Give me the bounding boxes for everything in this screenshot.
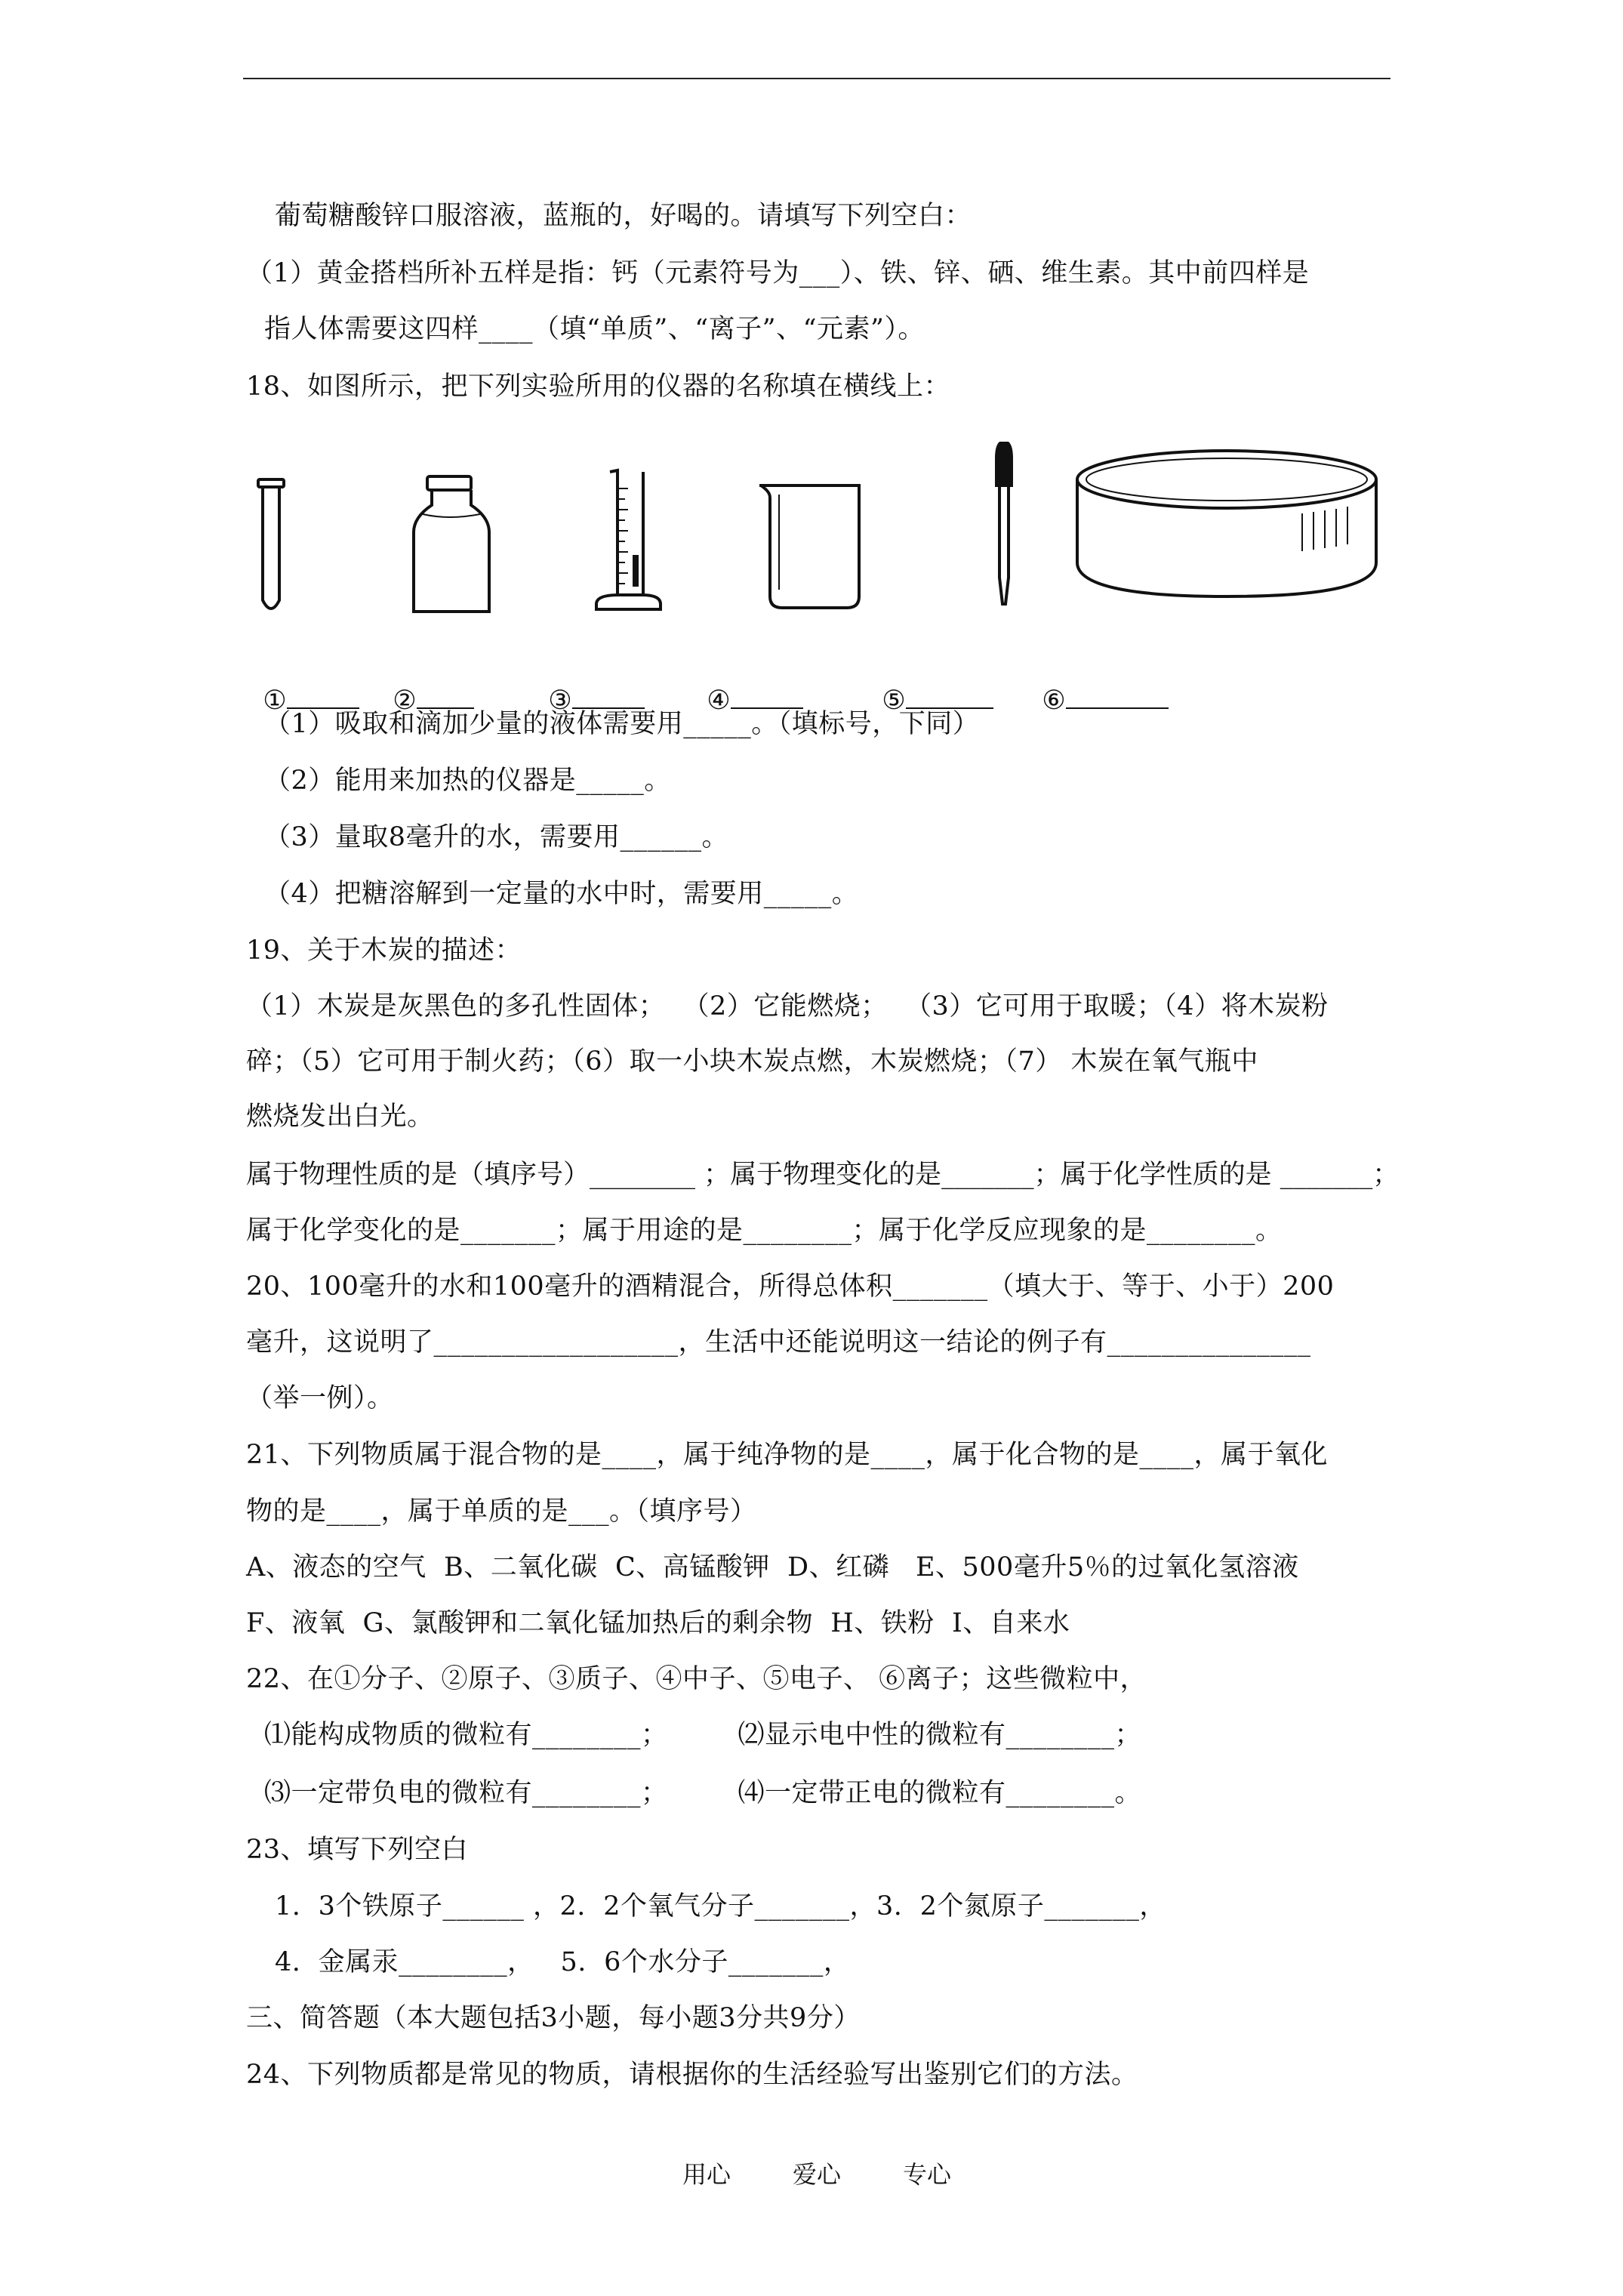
- footer-text: 爱心: [793, 2160, 842, 2189]
- text-line: （4）把糖溶解到一定量的水中时，需要用_____。: [264, 879, 859, 909]
- text-line: （举一例）。: [246, 1383, 394, 1413]
- question-24: 24、下列物质都是常见的物质，请根据你的生活经验写出鉴别它们的方法。: [246, 2060, 1138, 2090]
- figure-label-6: ⑥: [1025, 651, 1169, 717]
- text-line: 葡萄糖酸锌口服溶液，蓝瓶的，好喝的。请填写下列空白：: [275, 201, 972, 231]
- header-rule: [243, 78, 1390, 79]
- figure-label-4: ④: [690, 651, 803, 717]
- footer-text: 用心: [682, 2160, 731, 2189]
- text-line: F、液氧 G、氯酸钾和二氧化锰加热后的剩余物 H、铁粉 I、自来水: [246, 1608, 1070, 1638]
- figure-label-3: ③: [531, 651, 645, 717]
- text-line: （1）木炭是灰黑色的多孔性固体； （2）它能燃烧； （3）它可用于取暖；（4）将木炭粉: [246, 991, 1329, 1022]
- question-20: 20、100毫升的水和100毫升的酒精混合，所得总体积_______（填大于、等于、小于）200: [246, 1271, 1335, 1302]
- question-19: 19、关于木炭的描述：: [246, 935, 522, 966]
- dropper-icon: [996, 442, 1012, 604]
- text-line: ⑶一定带负电的微粒有________； ⑷一定带正电的微粒有________。: [264, 1778, 1142, 1808]
- figure-label-1: ①: [246, 651, 359, 717]
- figure-label-2: ②: [376, 651, 474, 717]
- text-line: A、液态的空气 B、二氧化碳 C、高锰酸钾 D、红磷 E、500毫升5％的过氧化氢溶液: [246, 1552, 1299, 1583]
- apparatus-figure: [242, 442, 1412, 619]
- text-line: 1. 3个铁原子______ ，2. 2个氧气分子_______，3. 2个氮原子_______，: [275, 1891, 1166, 1922]
- text-line: 碎；（5）它可用于制火药；（6）取一小块木炭点燃，木炭燃烧；（7） 木炭在氧气瓶中: [246, 1046, 1258, 1077]
- test-tube-icon: [258, 479, 284, 609]
- text-line: （1）吸取和滴加少量的液体需要用_____。（填标号，下同）: [264, 709, 980, 739]
- text-line: 4. 金属汞________， 5. 6个水分子_______，: [275, 1947, 851, 1977]
- figure-label-5: ⑤: [865, 651, 993, 717]
- beaker-icon: [759, 485, 861, 608]
- question-18: 18、如图所示，把下列实验所用的仪器的名称填在横线上：: [246, 371, 951, 402]
- text-line: 燃烧发出白光。: [246, 1102, 434, 1132]
- question-23: 23、填写下列空白: [246, 1835, 469, 1865]
- question-22: 22、在①分子、②原子、③质子、④中子、⑤电子、 ⑥离子；这些微粒中，: [246, 1664, 1147, 1694]
- question-21: 21、下列物质属于混合物的是____，属于纯净物的是____，属于化合物的是____，属于氧化: [246, 1440, 1329, 1470]
- text-line: 指人体需要这四样____（填“单质”、“离子”、“元素”）。: [264, 314, 925, 344]
- text-line: 毫升，这说明了__________________，生活中还能说明这一结论的例子有_______________: [246, 1327, 1311, 1358]
- text-line: 属于物理性质的是（填序号）________ ；属于物理变化的是_______；属于化学性质的是 _______；: [246, 1160, 1400, 1190]
- trough-icon: [1077, 451, 1376, 596]
- text-line: （1）黄金搭档所补五样是指：钙（元素符号为___）、铁、锌、硒、维生素。其中前四样是: [246, 258, 1310, 288]
- text-line: 属于化学变化的是_______；属于用途的是________；属于化学反应现象的是________。: [246, 1216, 1283, 1246]
- graduated-cylinder-icon: [596, 470, 661, 609]
- footer-text: 专心: [903, 2160, 952, 2189]
- wide-mouth-bottle-icon: [414, 476, 489, 612]
- text-line: 物的是____，属于单质的是___。（填序号）: [246, 1496, 757, 1527]
- text-line: ⑴能构成物质的微粒有________； ⑵显示电中性的微粒有________；: [264, 1720, 1142, 1750]
- text-line: （3）量取8毫升的水，需要用______。: [264, 822, 729, 852]
- text-line: （2）能用来加热的仪器是_____。: [264, 766, 671, 796]
- section-heading: 三、简答题（本大题包括3小题，每小题3分共9分）: [246, 2003, 861, 2033]
